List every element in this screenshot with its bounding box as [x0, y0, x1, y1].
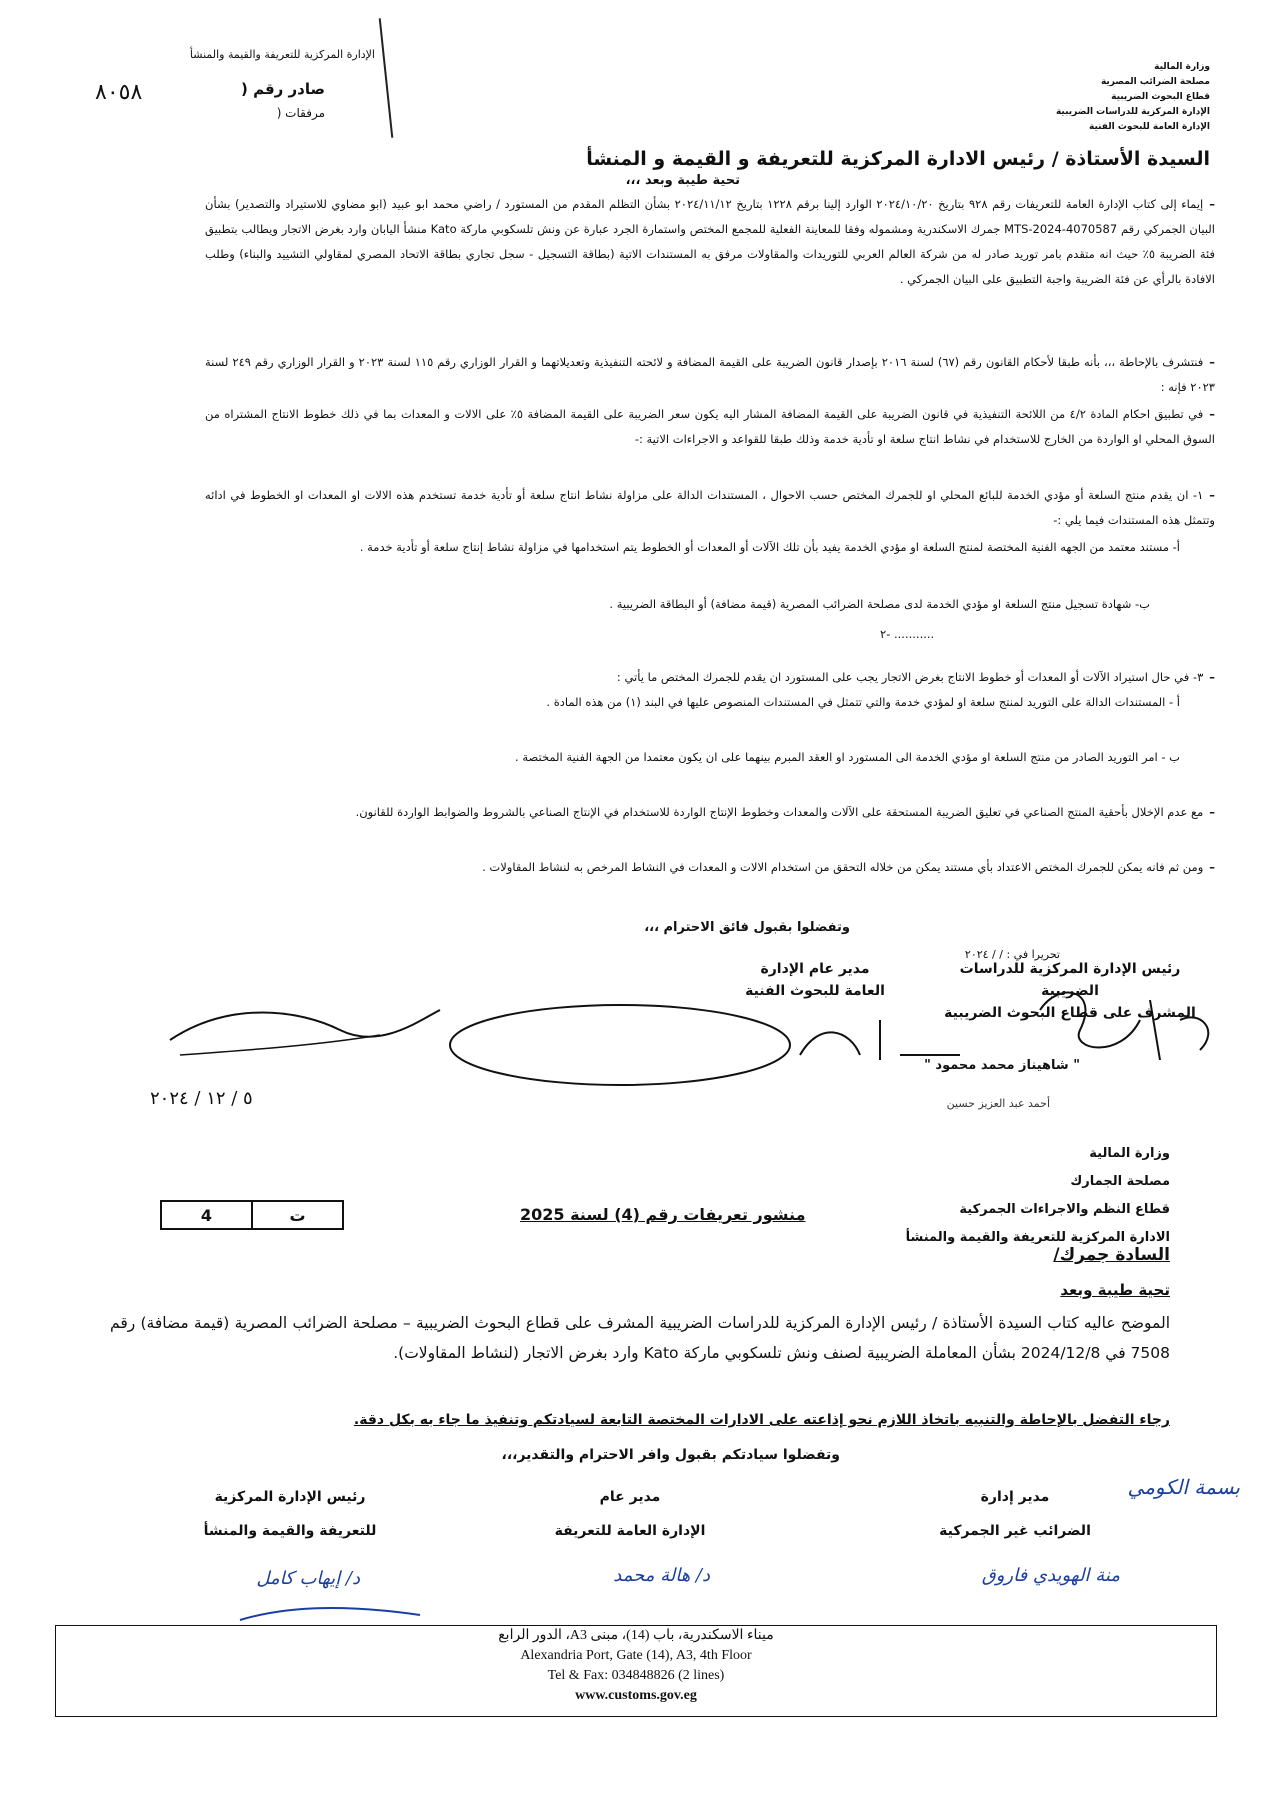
ministry-line: الإدارة المركزية للدراسات الضريبية [1055, 107, 1210, 117]
handwritten-signature-1: منة الهويدي فاروق [981, 1565, 1120, 1586]
bulletin-body: الموضح عاليه كتاب السيدة الأستاذة / رئيس الإدارة المركزية للدراسات الضريبية المشرف على قطاع البحوث الضريبية – مصلحة الضرائب المصرية (قيمة مضافة) رقم 7508 في 2024/12/8 بشأن المعاملة الضريبية لصنف ونش تلسكوبي ماركة Kato وارد بغرض الاتجار (لنشاط المقاولات). [110, 1314, 1170, 1362]
instruction: رجاء التفضل بالإحاطة والتنبيه باتخاذ اللازم نحو إذاعته على الادارات المختصة التابعة لسيادتكم وتنفيذ ما جاء به بكل دقة. [353, 1412, 1170, 1428]
stamp-line1: الإدارة المركزية للتعريفة والقيمة والمنشأ [189, 48, 375, 61]
sig-title-line: المشرف على قطاع البحوث الضريبية [944, 1005, 1196, 1021]
ministry-line: مصلحة الجمارك [1070, 1174, 1170, 1189]
item-3: –٣- في حال استيراد الآلات أو المعدات أو خطوط الانتاج بغرض الاتجار يجب على المستورد ان يقدم للجمرك المختص ما يأتي : [616, 670, 1215, 684]
sig-title-line: مدير عام [599, 1489, 661, 1505]
top-ministry-header [890, 60, 1210, 135]
ministry-line: الإدارة العامة للبحوث الفنية [1089, 122, 1210, 132]
footer-address-en: Alexandria Port, Gate (14), A3, 4th Floor [520, 1648, 752, 1663]
greeting: تحية طيبة وبعد [1060, 1281, 1170, 1299]
sig-title-line: الإدارة العامة للتعريفة [554, 1523, 706, 1539]
footer-address-ar: ميناء الاسكندرية، باب (14)، مبنى A3، الدور الرابع [498, 1628, 774, 1643]
handwritten-signature-3: د/ إيهاب كامل [256, 1568, 360, 1589]
paragraph-2: –فنتشرف بالإحاطة ،،، بأنه طبقا لأحكام القانون رقم (٦٧) لسنة ٢٠١٦ بإصدار قانون الضريبة على القيمة المضافة و لائحته التنفيذية وتعديلاتهما و القرار الوزاري رقم ١١٥ لسنة ٢٠٢٣ و القرار الوزاري رقم ٢٤٩ لسنة ٢٠٢٣ فإنه : [205, 355, 1216, 394]
handwritten-signature-2: د/ هالة محمد [613, 1565, 710, 1586]
sub-item-a: أ- مستند معتمد من الجهه الفنية المختصة لمنتج السلعة او مؤدي الخدمة يفيد بأن تلك الآلات أو المعدات أو الخطوط يتم استخدامها في مزاولة نشاط إنتاج سلعة أو تأدية خدمة . [359, 540, 1180, 554]
ministry-line: الادارة المركزية للتعريفة والقيمة والمنشأ [905, 1230, 1170, 1245]
reference-label: ت [251, 1202, 342, 1228]
signatory-name: " شاهيناز محمد محمود " [924, 1058, 1080, 1073]
item-2: ٢- ........... [880, 627, 935, 641]
sub-item-b: ب- شهادة تسجيل منتج السلعة او مؤدي الخدمة لدى مصلحة الضرائب المصرية (قيمة مضافة) أو البطاقة الضريبية . [609, 597, 1150, 611]
bulletin-closing: وتفضلوا سيادتكم بقبول وافر الاحترام والتقدير،،، [501, 1447, 840, 1463]
signature-general-manager [530, 1480, 730, 1548]
footer-phone: Tel & Fax: 034848826 (2 lines) [547, 1668, 725, 1683]
item-3-a: أ - المستندات الدالة على التوريد لمنتج سلعة او لمؤدي خدمة والتي تتمثل في المستندات المنصوص عليها في البند (١) من هذه المادة . [546, 695, 1180, 709]
sig-title-line: مدير إدارة [980, 1489, 1050, 1505]
sig-title-line: العامة للبحوث الفنية [745, 983, 885, 999]
letter-title: السيدة الأستاذة / رئيس الادارة المركزية للتعريفة و القيمة و المنشأ [586, 148, 1210, 170]
reference-value: 4 [200, 1205, 213, 1225]
paragraph-3: –في تطبيق احكام المادة ٤/٢ من اللائحة التنفيذية في قانون الضريبة على القيمة المضافة المشار اليه يكون سعر الضريبة على القيمة المضافة ٥٪ على الالات و المعدات بما في ذلك خطوط الانتاج المشتراه من السوق المحلي او الواردة من الخارج للاستخدام في نشاط انتاج سلعة او تأدية خدمة وذلك طبقا للقواعد و الاجراءات الاتية :- [205, 407, 1215, 446]
letter-date: تحريرا في : / / ٢٠٢٤ [964, 948, 1060, 961]
sig-title-line: رئيس الإدارة المركزية [214, 1489, 366, 1505]
sig-title-line: الضرائب غير الجمركية [939, 1523, 1091, 1539]
bulletin-title: منشور تعريفات رقم (4) لسنة 2025 [520, 1205, 806, 1224]
ministry-line: قطاع البحوث الضريبية [1111, 92, 1210, 102]
signature-department-manager [915, 1480, 1115, 1548]
stamp-divider [379, 18, 394, 138]
incoming-stamp [95, 18, 395, 148]
addressee: السادة جمرك/ [1053, 1245, 1170, 1265]
sig-title-line: رئيس الإدارة المركزية للدراسات الضريبية [959, 961, 1181, 999]
signatory-name-2: أحمد عبد العزيز حسين [946, 1097, 1050, 1110]
footer-url[interactable]: www.customs.gov.eg [575, 1688, 697, 1703]
sig-title-line: للتعريفة والقيمة والمنشأ [203, 1523, 377, 1539]
handwritten-date: ٥ / ١٢ / ٢٠٢٤ [150, 1088, 253, 1109]
ministry-line: وزارة المالية [1154, 62, 1210, 72]
ministry-line: مصلحة الضرائب المصرية [1100, 77, 1210, 87]
paragraph-4: –١- ان يقدم منتج السلعة أو مؤدي الخدمة للبائع المحلي او للجمرك المختص حسب الاحوال ، المستندات الدالة على مزاولة نشاط انتاج سلعة أو تأدية خدمة تستخدم هذه الالات او المعدات او الخطوط في ادائه وتتمثل هذه المستندات فيما يلي :- [205, 488, 1215, 527]
letter-greeting: تحية طيبة وبعد ،،، [625, 173, 740, 188]
reference-box [160, 1200, 344, 1230]
note-2: –ومن ثم فانه يمكن للجمرك المختص الاعتداد بأي مستند يمكن من خلاله التحقق من استخدام الالات و المعدات في النشاط المرخص به لنشاط المقاولات . [482, 860, 1215, 874]
handwritten-margin-note: بسمة الكومي [1127, 1475, 1240, 1499]
stamp-line3: مرفقات ( [276, 106, 325, 120]
footer-address [55, 1625, 1217, 1717]
note-1: –مع عدم الإخلال بأحقية المنتج الصناعي في تعليق الضريبة المستحقة على الآلات والمعدات وخطوط الإنتاج الواردة للاستخدام في الإنتاج الصناعي بالشروط والضوابط الواردة للقانون. [355, 805, 1215, 819]
item-3-b: ب - امر التوريد الصادر من منتج السلعة او مؤدي الخدمة الى المستورد او العقد المبرم بينهما على ان يكون معتمدا من الجهة الفنية المختصة . [515, 750, 1180, 764]
bottom-ministry-header [850, 1140, 1170, 1252]
signature-oval [450, 1005, 790, 1085]
stamp-line2: صادر رقم ( [241, 80, 325, 98]
paragraph-1: –إيماء إلى كتاب الإدارة العامة للتعريفات رقم ٩٢٨ بتاريخ ٢٠٢٤/١٠/٢٠ الوارد إلينا برقم ١٢٢٨ بتاريخ ٢٠٢٤/١١/١٢ بشأن التظلم المقدم من المستورد / راضي محمد ابو عبيد (ابو مضاوي للاستيراد والتصدير) بشأن البيان الجمركي رقم MTS-2024-4070587 جمرك الاسكندرية ومشموله وفقا للمعاينة الفعلية للمجمع المختص واستمارة الجرد عبارة عن ونش تلسكوبي ماركة Kato منشأ اليابان وارد بغرض الاتجار ويطالب بتطبيق فئة الضريبة ٥٪ حيث انه متقدم بامر توريد صادر له من شركة العالم العربي للتوريدات والمقاولات مرفق به المستندات الاتية (بطاقة التسجيل - سجل تجاري بطاقة الاتحاد المصري لمقاولي التشييد والبناء) وطلب الافادة بالرأي عن فئة الضريبة واجبة التطبيق على البيان الجمركي . [205, 197, 1215, 286]
ministry-line: وزارة المالية [1089, 1146, 1170, 1161]
ministry-line: قطاع النظم والاجراءات الجمركية [959, 1202, 1170, 1217]
signature-central-head [190, 1480, 390, 1548]
letter-closing: وتفضلوا بقبول فائق الاحترام ،،، [644, 920, 850, 935]
stamp-number: ٨٠٥٨ [95, 80, 143, 105]
sig-title-line: مدير عام الإدارة [760, 961, 870, 977]
